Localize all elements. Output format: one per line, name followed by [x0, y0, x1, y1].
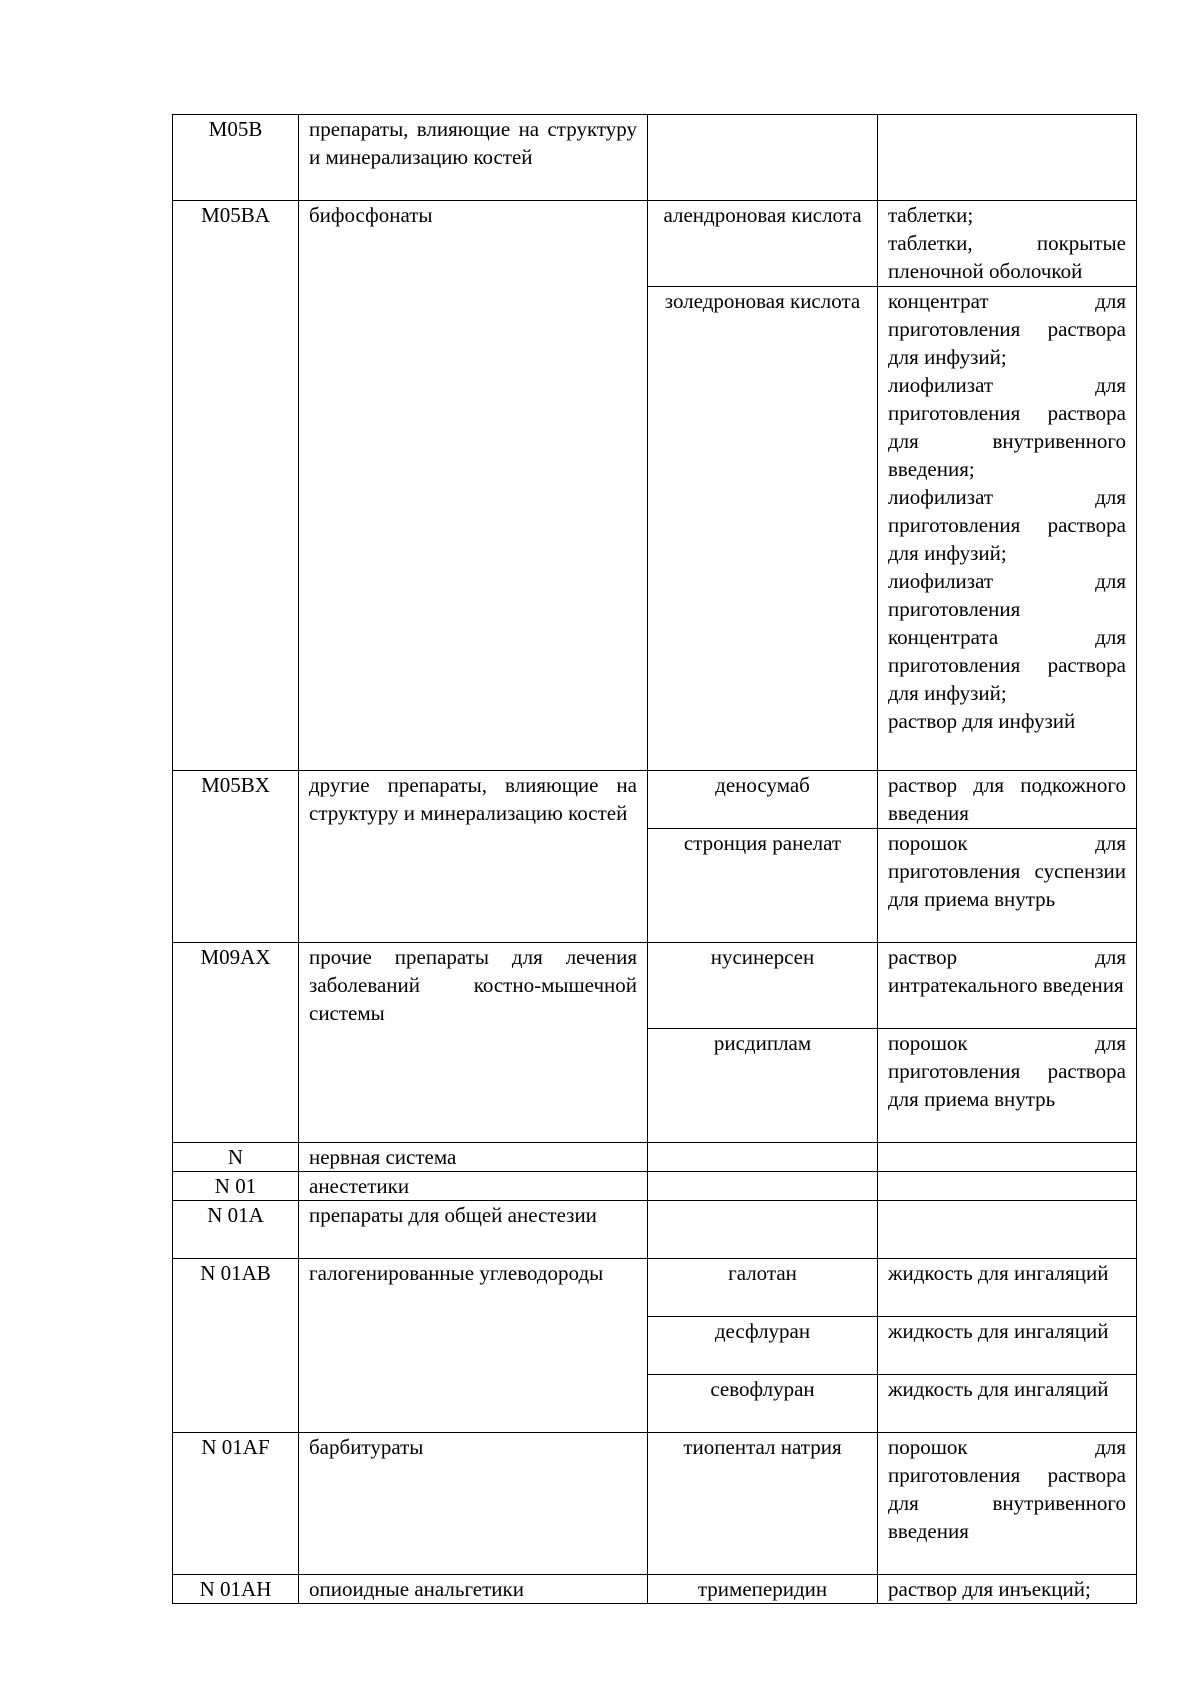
dosage-form-line: раствор для подкожного введения — [888, 773, 1126, 825]
atc-code: M05BX — [173, 771, 299, 943]
drug-name: севофлуран — [648, 1375, 878, 1433]
drug-name: стронция ранелат — [648, 829, 878, 943]
dosage-form-empty — [878, 115, 1137, 201]
drug-name: тиопентал натрия — [648, 1433, 878, 1575]
dosage-form-line: таблетки; — [888, 203, 974, 227]
table-row — [173, 1172, 1137, 1201]
drug-name: десфлуран — [648, 1317, 878, 1375]
drug-name: нусинерсен — [648, 943, 878, 1029]
dosage-form — [878, 1575, 1137, 1604]
atc-code: M05BA — [173, 201, 299, 771]
table-row — [173, 1201, 1137, 1259]
atc-code: N 01AH — [173, 1575, 299, 1604]
table-row — [173, 1433, 1137, 1575]
dosage-form-line: жидкость для ингаляций — [888, 1261, 1109, 1285]
dosage-form-line: жидкость для ингаляций — [888, 1377, 1109, 1401]
atc-group: другие препараты, влияющие на структуру и минерализацию костей — [299, 771, 648, 943]
drug-name: золедроновая кислота — [648, 287, 878, 771]
atc-code: N — [173, 1143, 299, 1172]
dosage-form-line: раствор для интратекального введения — [888, 945, 1126, 997]
dosage-form-line: лиофилизат для приготовления концентрата для приготовления раствора для инфузий; — [888, 569, 1126, 705]
dosage-form-line: раствор для инъекций; — [888, 1577, 1091, 1601]
dosage-form-line: концентрат для приготовления раствора для инфузий; — [888, 289, 1126, 369]
atc-code: N 01 — [173, 1172, 299, 1201]
table-row — [173, 1143, 1137, 1172]
atc-group: барбитураты — [299, 1433, 648, 1575]
atc-code: N 01A — [173, 1201, 299, 1259]
dosage-form-line: порошок для приготовления раствора для внутривенного введения — [888, 1435, 1126, 1543]
atc-code: M05B — [173, 115, 299, 201]
drug-name-empty — [648, 1172, 878, 1201]
atc-group: нервная система — [299, 1143, 648, 1172]
dosage-form — [878, 1433, 1137, 1575]
dosage-form-empty — [878, 1201, 1137, 1259]
atc-group: прочие препараты для лечения заболеваний костно-мышечной системы — [299, 943, 648, 1143]
drug-name-empty — [648, 115, 878, 201]
table-row — [173, 1259, 1137, 1317]
dosage-form-line: лиофилизат для приготовления раствора для инфузий; — [888, 485, 1126, 565]
atc-code: M09AX — [173, 943, 299, 1143]
drug-name: галотан — [648, 1259, 878, 1317]
table-body — [173, 115, 1137, 1604]
dosage-form-line: лиофилизат для приготовления раствора для внутривенного введения; — [888, 373, 1126, 481]
atc-group: анестетики — [299, 1172, 648, 1201]
table-row — [173, 115, 1137, 201]
dosage-form-line: таблетки, покрытые пленочной оболочкой — [888, 231, 1126, 283]
drug-name: рисдиплам — [648, 1029, 878, 1143]
dosage-form — [878, 1375, 1137, 1433]
table-row — [173, 771, 1137, 829]
dosage-form-empty — [878, 1172, 1137, 1201]
dosage-form — [878, 201, 1137, 287]
dosage-form-line: порошок для приготовления суспензии для приема внутрь — [888, 831, 1126, 911]
atc-group: препараты для общей анестезии — [299, 1201, 648, 1259]
drug-name: деносумаб — [648, 771, 878, 829]
dosage-form-line: раствор для инфузий — [888, 709, 1076, 733]
drug-name-empty — [648, 1201, 878, 1259]
dosage-form-line: жидкость для ингаляций — [888, 1319, 1109, 1343]
dosage-form-empty — [878, 1143, 1137, 1172]
atc-group: опиоидные анальгетики — [299, 1575, 648, 1604]
atc-code: N 01AF — [173, 1433, 299, 1575]
drug-classification-table — [172, 114, 1137, 1604]
atc-group: препараты, влияющие на структуру и минерализацию костей — [299, 115, 648, 201]
dosage-form — [878, 1317, 1137, 1375]
table-row — [173, 201, 1137, 287]
drug-name-empty — [648, 1143, 878, 1172]
dosage-form — [878, 943, 1137, 1029]
drug-name: алендроновая кислота — [648, 201, 878, 287]
atc-code: N 01AB — [173, 1259, 299, 1433]
atc-group: бифосфонаты — [299, 201, 648, 771]
dosage-form — [878, 287, 1137, 771]
dosage-form — [878, 1029, 1137, 1143]
dosage-form-line: порошок для приготовления раствора для приема внутрь — [888, 1031, 1126, 1111]
dosage-form — [878, 1259, 1137, 1317]
table-row — [173, 943, 1137, 1029]
dosage-form — [878, 771, 1137, 829]
atc-group: галогенированные углеводороды — [299, 1259, 648, 1433]
dosage-form — [878, 829, 1137, 943]
table-row — [173, 1575, 1137, 1604]
drug-name: тримеперидин — [648, 1575, 878, 1604]
